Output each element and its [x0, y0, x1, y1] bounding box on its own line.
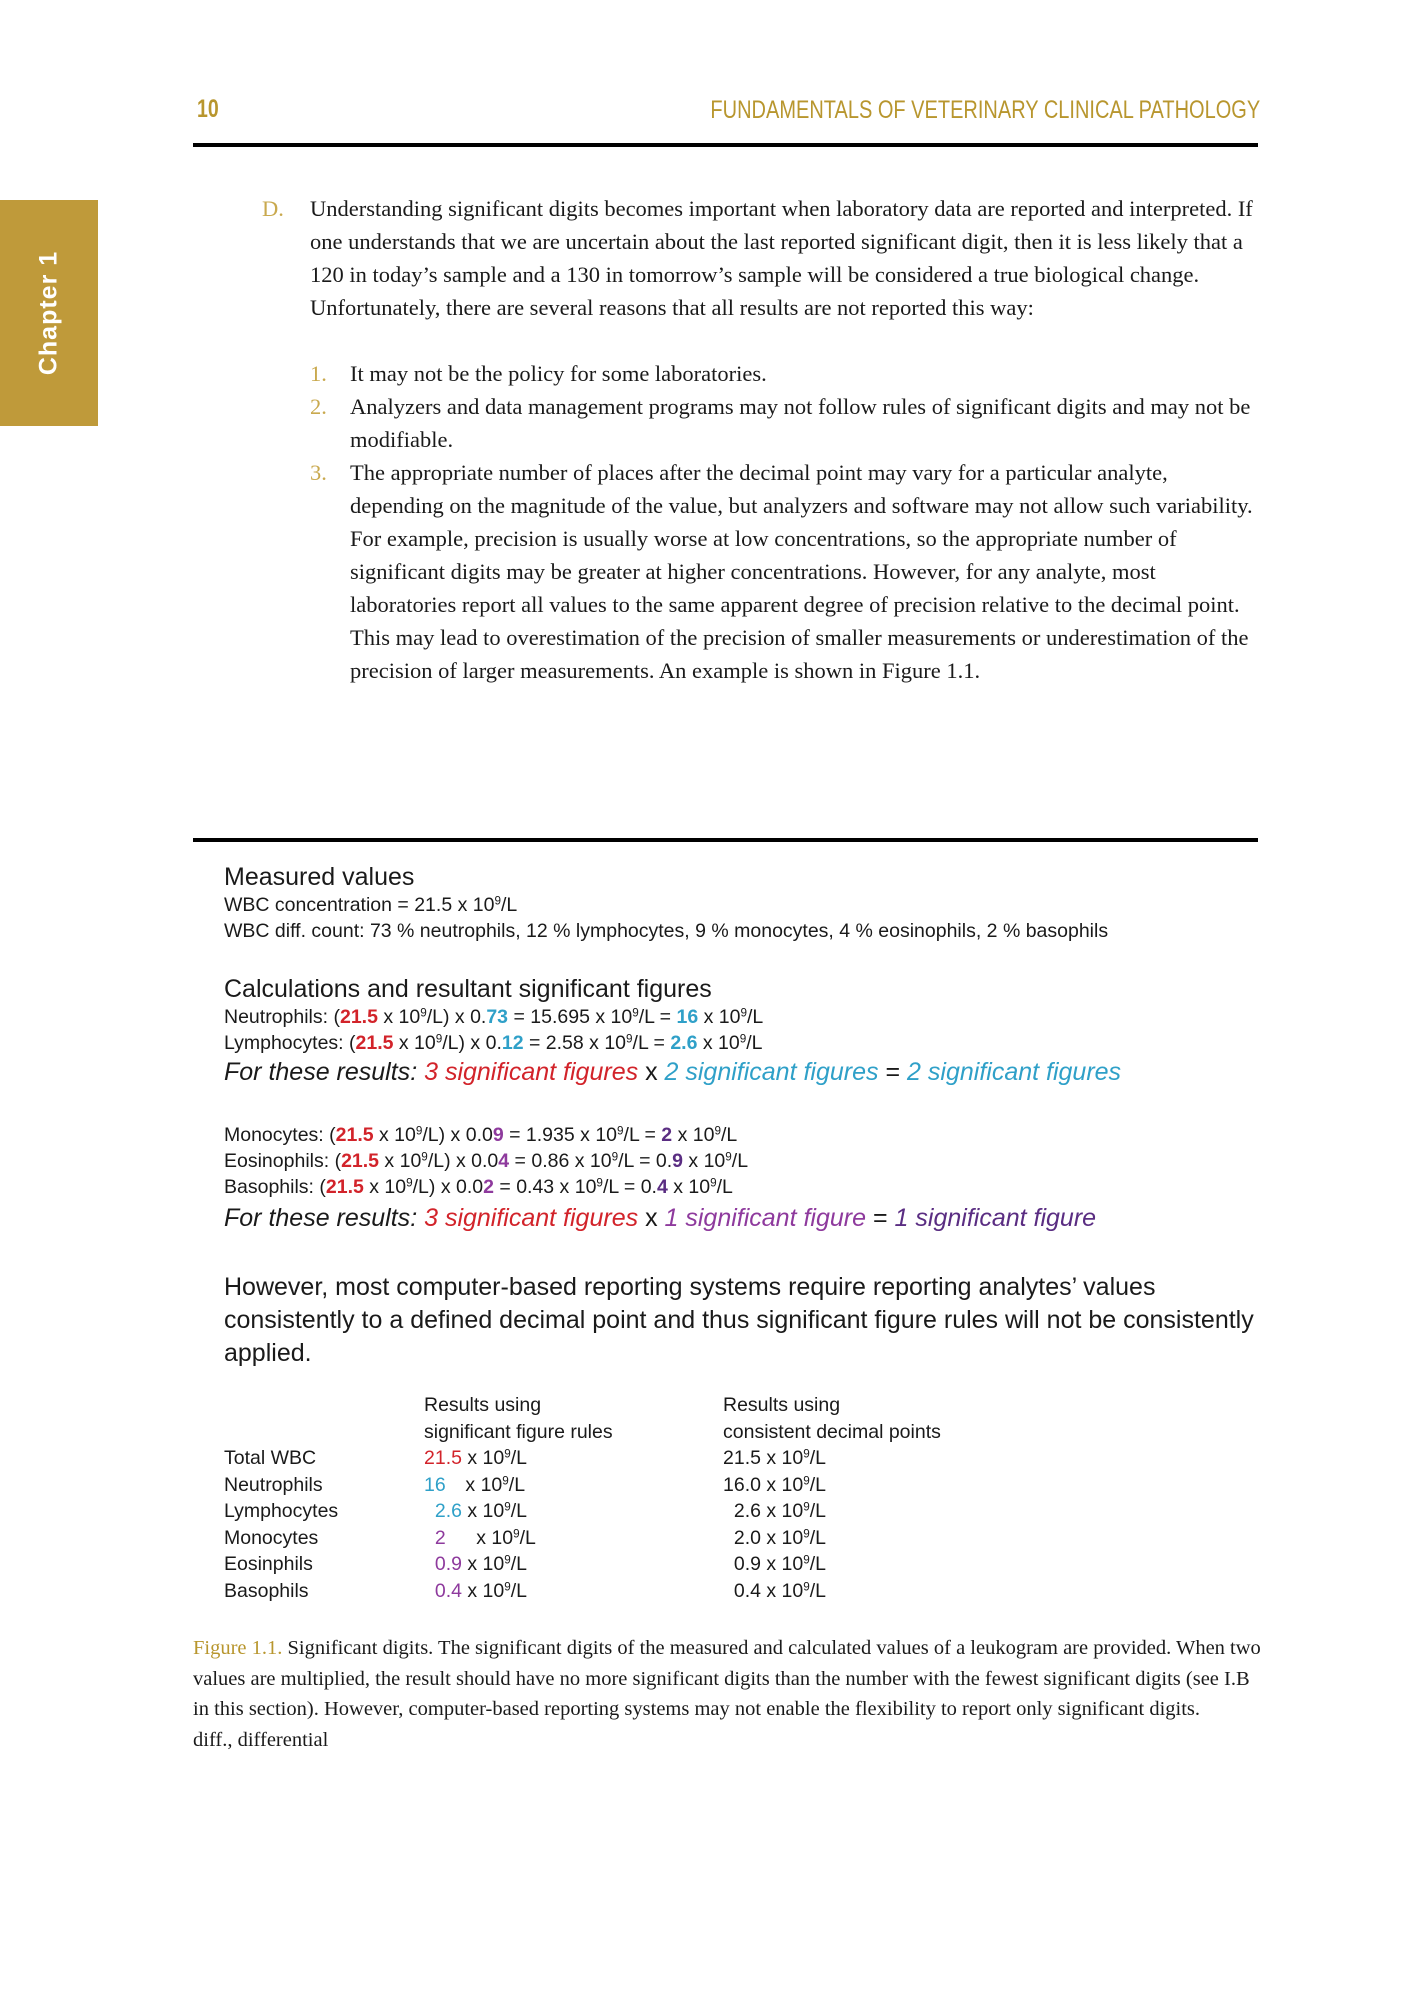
figure-top-rule [193, 838, 1258, 842]
column-header-line-2: significant figure rules [424, 1420, 613, 1443]
table-row-label: Neutrophils [224, 1473, 323, 1496]
sub-item-2-text: Analyzers and data management programs may not follow rules of significant digits and may not be modifiable. [350, 394, 1251, 452]
table-cell-dec: 16.0 x $10^9/L$ [723, 1473, 827, 1496]
calc-row-basophils: Basophils: (21.5 x $10^9/L$) x 0.02 = 0.43 x $10^9/L = 0.4$ x $10^9/L$ [224, 1176, 733, 1198]
summary-two-sig: For these results: 3 significant figures x 2 significant figures = 2 significant figures [224, 1058, 1122, 1086]
caption-text: Significant digits. The significant digits of the measured and calculated values of a leukogram are provided. When two values are multiplied, the result should have no more significant digits than the number with the fewest significant digits (see I.B in this section). However, computer-based reporting systems may not enable the flexibility to report only significant digits. [193, 1637, 1261, 1720]
column-header-line-1: Results using [723, 1394, 841, 1416]
table-cell-sig: 0.9 x $10^9/L$ [434, 1553, 528, 1575]
table-cell-sig: 21.5 x $10^9/L$ [424, 1447, 528, 1469]
sub-item-1-text: It may not be the policy for some laboratories. [350, 361, 767, 386]
list-marker-2: 2. [310, 394, 327, 419]
header-rule [193, 143, 1258, 147]
list-marker-d: D. [262, 196, 284, 221]
table-column-sig-fig [424, 1392, 613, 1604]
table-cell-sig: 0.4 x $10^9/L$ [434, 1579, 528, 1602]
calc-row-eosinophils: Eosinophils: (21.5 x $10^9/L$) x 0.04 = 0.86 x $10^9/L = 0.9$ x $10^9/L$ [224, 1150, 749, 1172]
calc-row-monocytes: Monocytes: (21.5 x $10^9/L$) x 0.09 = 1.935 x $10^9/L = 2$ x $10^9/L$ [224, 1124, 738, 1146]
measured-values-heading: Measured values [224, 863, 415, 891]
calculations-heading: Calculations and resultant significant figures [224, 975, 712, 1003]
table-cell-dec: 21.5 x $10^9/L$ [723, 1447, 827, 1469]
calc-row-lymphocytes: Lymphocytes: (21.5 x $10^9/L$) x 0.12 = 2.58 x $10^9/L = 2.6$ x $10^9/L$ [224, 1032, 763, 1054]
table-row-label: Monocytes [224, 1526, 319, 1549]
wbc-diff-count: WBC diff. count: 73 % neutrophils, 12 % lymphocytes, 9 % monocytes, 4 % eosinophils, 2 % basophils [224, 920, 1109, 942]
item-d-text: Understanding significant digits becomes important when laboratory data are reported and interpreted. If one understands that we are uncertain about the last reported significant digit, then it is less likely that a 120 in today’s sample and a 130 in tomorrow’s sample will be considered a true biological change. Unfortunately, there are several reasons that all results are not reported this way: [310, 196, 1253, 320]
table-label-column [224, 1445, 338, 1604]
list-marker-3: 3. [310, 460, 327, 485]
list-marker-1: 1. [310, 361, 327, 386]
column-header-line-2: consistent decimal points [723, 1420, 941, 1443]
table-cell-dec: 2.6 x $10^9/L$ [733, 1500, 827, 1522]
table-cell-dec: 0.4 x $10^9/L$ [733, 1579, 827, 1602]
table-cell-sig: 2.6 x $10^9/L$ [434, 1500, 528, 1522]
table-row-label: Total WBC [224, 1447, 317, 1469]
summary-one-sig: For these results: 3 significant figures x 1 significant figure = 1 significant figure [224, 1204, 1097, 1232]
figure-caption [193, 1633, 1263, 1755]
table-cell-sig: 2 x $10^9/L$ [434, 1526, 536, 1549]
column-header-line-1: Results using [424, 1394, 542, 1416]
table-row-label: Eosinphils [224, 1553, 313, 1575]
table-cell-dec: 0.9 x $10^9/L$ [733, 1553, 827, 1575]
running-head: FUNDAMENTALS OF VETERINARY CLINICAL PATHOLOGY [710, 96, 1260, 124]
calc-row-neutrophils: Neutrophils: (21.5 x $10^9/L$) x 0.73 = 15.695 x $10^9/L = 16$ x $10^9/L$ [224, 1006, 764, 1028]
page-number: 10 [197, 95, 219, 123]
sub-item-3-text: The appropriate number of places after the decimal point may vary for a particular analyte, depending on the magnitude of the value, but analyzers and software may not allow such variability. For example, precision is usually worse at low concentrations, so the appropriate number of significant digits may be greater at higher concentrations. However, for any analyte, most laboratories report all values to the same apparent degree of precision relative to the decimal point. This may lead to overestimation of the precision of smaller measurements or underestimation of the precision of larger measurements. An example is shown in Figure 1.1. [350, 460, 1253, 683]
table-column-decimal [723, 1392, 941, 1604]
comparison-table [224, 1392, 1024, 1612]
table-row-label: Lymphocytes [224, 1500, 339, 1522]
table-row-label: Basophils [224, 1579, 309, 1602]
chapter-tab [0, 200, 98, 426]
reporting-note: However, most computer-based reporting systems require reporting analytes’ values consistently to a defined decimal point and thus significant figure rules will not be consistently applied. [224, 1273, 1254, 1367]
figure-label: Figure 1.1. [193, 1637, 283, 1659]
caption-abbreviation: diff., differential [193, 1728, 329, 1751]
chapter-tab-label: Chapter 1 [34, 250, 63, 376]
table-cell-dec: 2.0 x $10^9/L$ [733, 1526, 827, 1549]
wbc-concentration: WBC concentration = 21.5 x $10^9/L$ [224, 894, 518, 916]
table-cell-sig: 16 x $10^9/L$ [424, 1473, 526, 1496]
